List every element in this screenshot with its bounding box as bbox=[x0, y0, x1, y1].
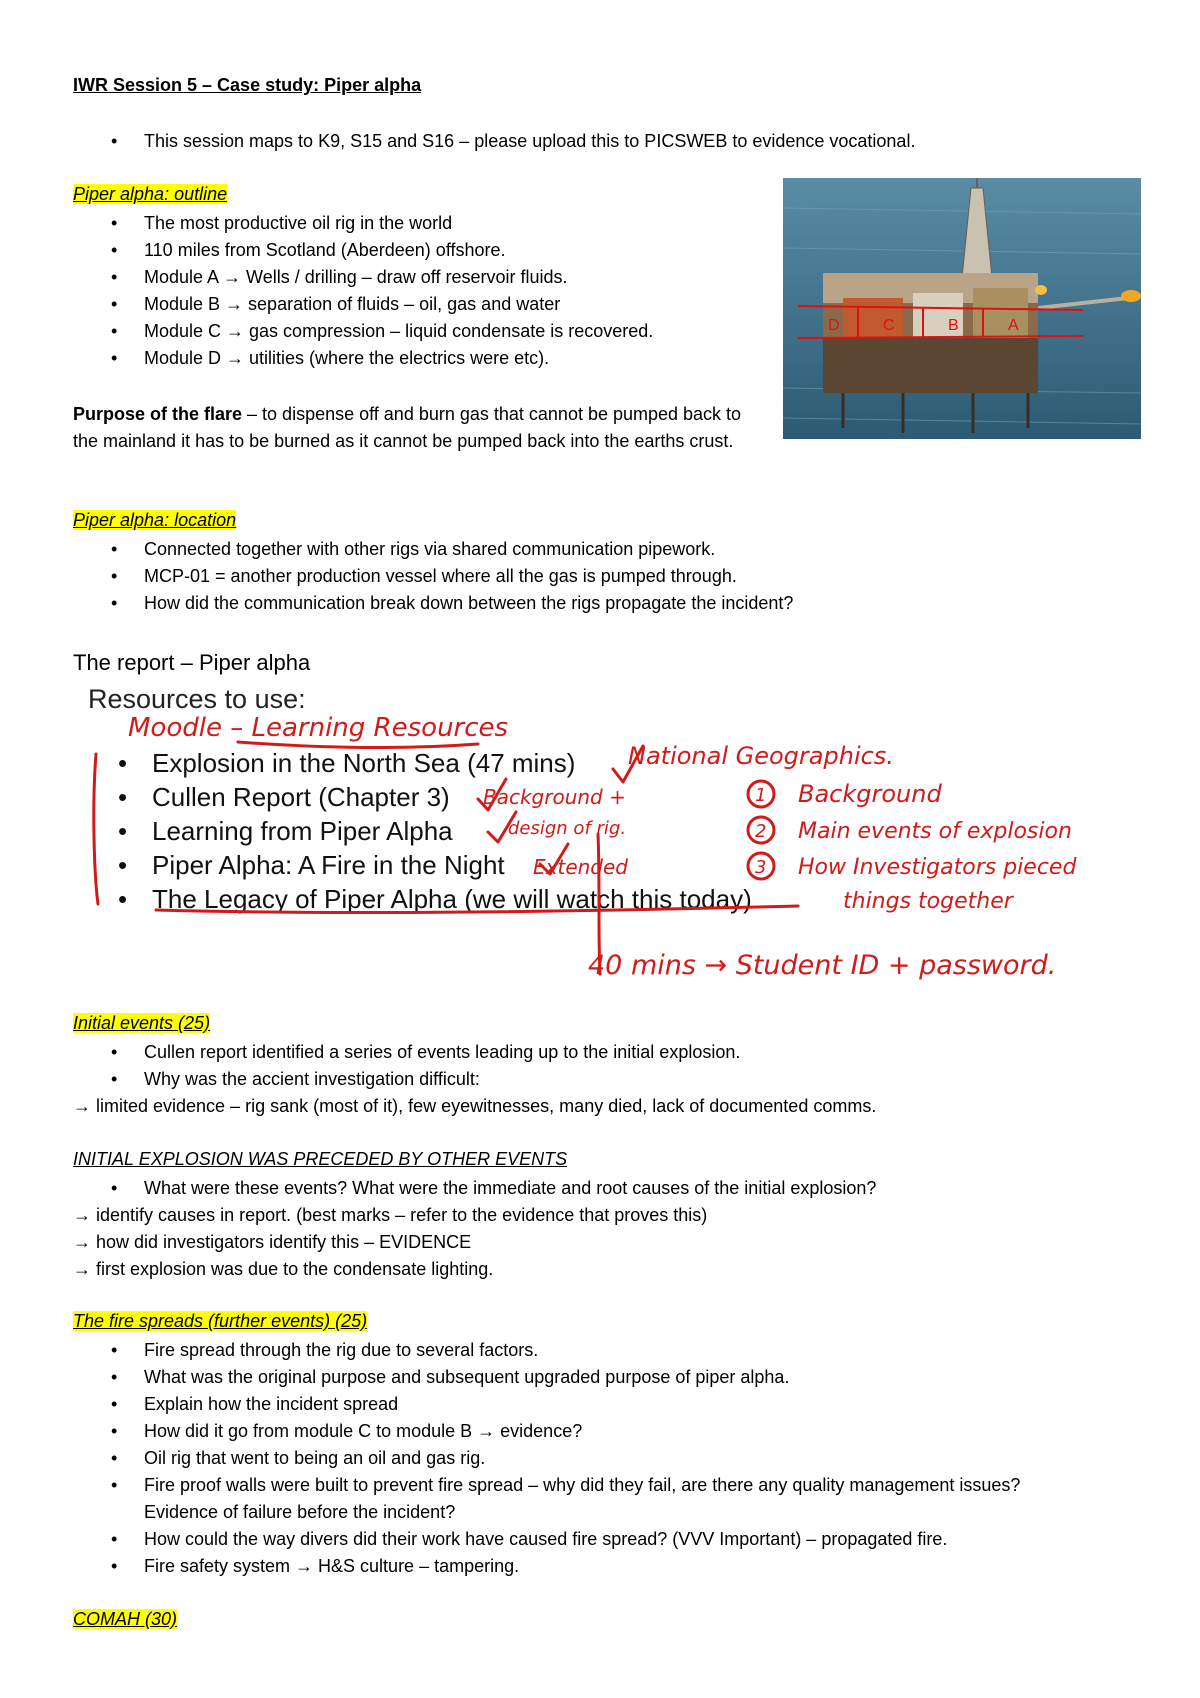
intro-list bbox=[73, 128, 1123, 155]
slide-title: Resources to use: bbox=[88, 684, 306, 714]
handwriting-background-design: design of rig. bbox=[508, 818, 627, 839]
handwriting-moodle: Moodle – Learning Resources bbox=[128, 713, 509, 743]
initial-events-heading-text: Initial events (25) bbox=[73, 1013, 211, 1033]
module-label: C bbox=[883, 317, 895, 334]
fire-spreads-list bbox=[73, 1337, 1088, 1580]
outline-heading-text: Piper alpha: outline bbox=[73, 184, 228, 204]
handwriting-number: 1 bbox=[755, 785, 767, 806]
oil-rig-illustration bbox=[783, 178, 1141, 439]
location-heading bbox=[73, 510, 236, 531]
outline-heading bbox=[73, 184, 227, 205]
module-label: A bbox=[1008, 317, 1019, 334]
handwriting-item: Background bbox=[798, 780, 942, 808]
fire-spreads-item: • How did it go from module C to module B → evidence? bbox=[73, 1418, 1088, 1445]
handwriting-overlay bbox=[78, 684, 1138, 994]
flare-label: Purpose of the flare bbox=[73, 404, 243, 424]
location-list bbox=[73, 536, 1123, 617]
location-item: • How did the communication break down between the rigs propagate the incident? bbox=[73, 590, 1123, 617]
outline-item: • The most productive oil rig in the world bbox=[73, 210, 773, 237]
oil-rig-photo bbox=[783, 178, 1141, 439]
resources-slide bbox=[78, 684, 1138, 994]
module-label: D bbox=[828, 317, 840, 334]
comah-heading-text: COMAH (30) bbox=[73, 1609, 178, 1629]
handwriting-item: Main events of explosion bbox=[798, 819, 1072, 844]
fire-spreads-item: • Explain how the incident spread bbox=[73, 1391, 1088, 1418]
flare-paragraph bbox=[73, 401, 763, 455]
outline-item: • Module B → separation of fluids – oil, gas and water bbox=[73, 291, 773, 318]
resource-item: • The Legacy of Piper Alpha (we will watch this today) bbox=[118, 882, 752, 916]
preceded-note: → how did investigators identify this – EVIDENCE bbox=[73, 1232, 472, 1252]
preceded-item: • What were these events? What were the immediate and root causes of the initial explosion? bbox=[73, 1175, 1123, 1202]
handwriting-extended: Extended bbox=[533, 855, 628, 879]
handwriting-natgeo: National Geographics. bbox=[628, 742, 894, 770]
preceded-heading bbox=[73, 1149, 567, 1170]
initial-events-item: • Cullen report identified a series of events leading up to the initial explosion. bbox=[73, 1039, 1123, 1066]
handwriting-number: 3 bbox=[755, 857, 767, 878]
resource-item: • Cullen Report (Chapter 3) bbox=[118, 780, 752, 814]
module-label: B bbox=[948, 317, 959, 334]
initial-events-list bbox=[73, 1039, 1123, 1093]
outline-item: • Module C → gas compression – liquid condensate is recovered. bbox=[73, 318, 773, 345]
fire-spreads-item: • Fire safety system → H&S culture – tampering. bbox=[73, 1553, 1088, 1580]
location-heading-text: Piper alpha: location bbox=[73, 510, 237, 530]
preceded-note: → first explosion was due to the condensate lighting. bbox=[73, 1259, 494, 1279]
underline-stroke bbox=[156, 906, 798, 913]
outline-item: • Module A → Wells / drilling – draw off reservoir fluids. bbox=[73, 264, 773, 291]
handwriting-item: things together bbox=[843, 889, 1013, 914]
report-heading: The report – Piper alpha bbox=[73, 650, 311, 675]
initial-events-item: • Why was the accient investigation difficult: bbox=[73, 1066, 1123, 1093]
fire-spreads-heading bbox=[73, 1311, 367, 1332]
fire-spreads-item: • How could the way divers did their work have caused fire spread? (VVV Important) – propagated fire. bbox=[73, 1526, 1088, 1553]
preceded-list bbox=[73, 1175, 1123, 1202]
flare-text: – to dispense off and burn gas that cannot be pumped back to the mainland it has to be burned as it cannot be pumped back into the earths crust. bbox=[73, 404, 742, 451]
fire-spreads-item: • Fire spread through the rig due to several factors. bbox=[73, 1337, 1088, 1364]
comah-heading bbox=[73, 1609, 177, 1630]
outline-list bbox=[73, 210, 773, 372]
initial-events-note: → limited evidence – rig sank (most of it), few eyewitnesses, many died, lack of documented comms. bbox=[73, 1096, 877, 1116]
bracket-stroke bbox=[94, 754, 98, 904]
location-item: • Connected together with other rigs via shared communication pipework. bbox=[73, 536, 1123, 563]
resource-item: • Explosion in the North Sea (47 mins) bbox=[118, 746, 752, 780]
fire-spreads-item: • Oil rig that went to being an oil and gas rig. bbox=[73, 1445, 1088, 1472]
handwriting-background-design: Background + bbox=[483, 785, 626, 809]
fire-spreads-item: • Fire proof walls were built to prevent fire spread – why did they fail, are there any quality management issues? Evidence of failure before the incident? bbox=[73, 1472, 1088, 1526]
initial-events-heading bbox=[73, 1013, 210, 1034]
fire-spreads-item: • What was the original purpose and subsequent upgraded purpose of piper alpha. bbox=[73, 1364, 1088, 1391]
preceded-heading-text: INITIAL EXPLOSION WAS PRECEDED BY OTHER EVENTS bbox=[73, 1149, 568, 1169]
outline-item: • Module D → utilities (where the electrics were etc). bbox=[73, 345, 773, 372]
intro-bullet: • This session maps to K9, S15 and S16 – please upload this to PICSWEB to evidence vocational. bbox=[73, 128, 1123, 155]
document-title: IWR Session 5 – Case study: Piper alpha bbox=[73, 75, 422, 95]
handwriting-bottom: 40 mins → Student ID + password. bbox=[588, 950, 1057, 981]
resource-item: • Learning from Piper Alpha bbox=[118, 814, 752, 848]
handwriting-item: How Investigators pieced bbox=[798, 855, 1077, 880]
preceded-note: → identify causes in report. (best marks – refer to the evidence that proves this) bbox=[73, 1205, 708, 1225]
resource-item: • Piper Alpha: A Fire in the Night bbox=[118, 848, 752, 882]
handwriting-number: 2 bbox=[755, 821, 767, 842]
fire-spreads-heading-text: The fire spreads (further events) (25) bbox=[73, 1311, 368, 1331]
outline-item: • 110 miles from Scotland (Aberdeen) offshore. bbox=[73, 237, 773, 264]
location-item: • MCP-01 = another production vessel where all the gas is pumped through. bbox=[73, 563, 1123, 590]
